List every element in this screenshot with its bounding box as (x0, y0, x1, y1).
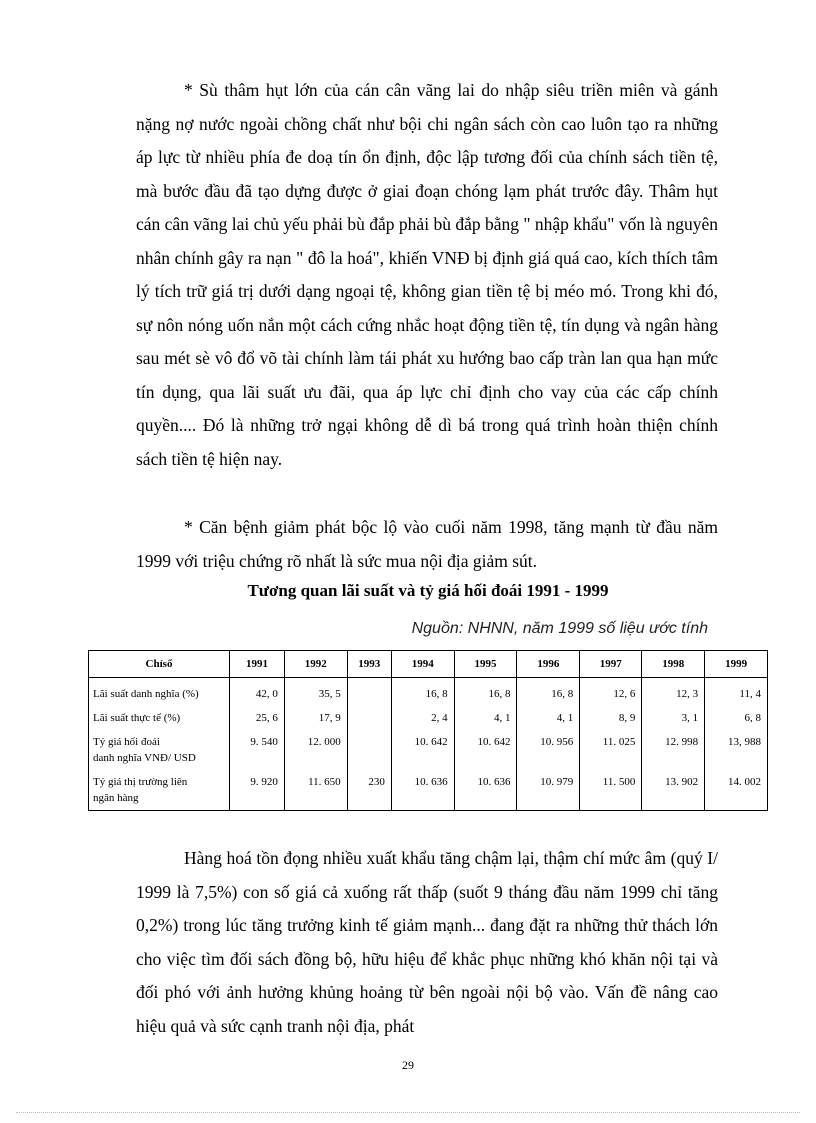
table-cell (347, 730, 391, 770)
header-year: 1998 (642, 651, 705, 678)
table-cell: 42, 0 (230, 678, 285, 707)
row-label (89, 730, 230, 770)
interest-exchange-rate-table (88, 650, 768, 811)
header-indicator: Chỉsố (89, 651, 230, 678)
table-row (89, 678, 768, 707)
table-cell (347, 678, 391, 707)
header-year: 1993 (347, 651, 391, 678)
paragraph-deflation: * Căn bệnh giảm phát bộc lộ vào cuối năm 1998, tăng mạnh từ đầu năm 1999 với triệu chứng rõ nhất là sức mua nội địa giảm sút. (136, 517, 718, 571)
table-row (89, 706, 768, 730)
table-cell: 17, 9 (284, 706, 347, 730)
table-cell: 11, 4 (705, 678, 768, 707)
table-cell: 6, 8 (705, 706, 768, 730)
table-cell: 10. 956 (517, 730, 580, 770)
table-row (89, 730, 768, 770)
table-cell: 2, 4 (391, 706, 454, 730)
table-cell: 12. 000 (284, 730, 347, 770)
table-cell: 11. 025 (580, 730, 642, 770)
table-cell: 13, 988 (705, 730, 768, 770)
table-cell: 10. 642 (391, 730, 454, 770)
page-bottom-border (16, 1112, 800, 1113)
paragraph-inventory-exports: Hàng hoá tồn đọng nhiều xuất khẩu tăng chậm lại, thậm chí mức âm (quý I/ 1999 là 7,5%) con số giá cả xuống rất thấp (suốt 9 tháng đầu năm 1999 chỉ tăng 0,2%) trong lúc tăng trưởng kinh tế giảm mạnh... đang đặt ra những thử thách lớn cho việc tìm đối sách đồng bộ, hữu hiệu để khắc phục những khó khăn nội tại và đối phó với ảnh hưởng khủng hoảng từ bên ngoài nội bộ vào. Vấn đề nâng cao hiệu quả và sức cạnh tranh nội địa, phát (136, 848, 718, 1036)
row-label-text: Lãi suất thực tế (%) (93, 712, 181, 724)
table-cell: 10. 636 (391, 770, 454, 811)
header-year: 1994 (391, 651, 454, 678)
table-cell: 25, 6 (230, 706, 285, 730)
table-cell: 3, 1 (642, 706, 705, 730)
table-cell: 11. 650 (284, 770, 347, 811)
table-cell: 16, 8 (391, 678, 454, 707)
table-cell: 10. 979 (517, 770, 580, 811)
row-label-text-line2: ngân hàng (93, 792, 139, 804)
row-label-text-line2: danh nghĩa VNĐ/ USD (93, 752, 196, 764)
row-label-text: Tỷ giá thị trường liên (93, 776, 188, 788)
table-cell: 12, 6 (580, 678, 642, 707)
table-cell: 9. 540 (230, 730, 285, 770)
header-year: 1995 (454, 651, 517, 678)
table-cell: 13. 902 (642, 770, 705, 811)
header-year: 1999 (705, 651, 768, 678)
row-label-text: Lãi suất danh nghĩa (%) (93, 688, 199, 700)
header-year: 1996 (517, 651, 580, 678)
table-header-row (89, 651, 768, 678)
table-cell: 12, 3 (642, 678, 705, 707)
header-year: 1991 (230, 651, 285, 678)
table-source-note: Nguồn: NHNN, năm 1999 số liệu ước tính (411, 620, 708, 637)
table-cell: 12. 998 (642, 730, 705, 770)
row-label (89, 706, 230, 730)
table-cell: 14. 002 (705, 770, 768, 811)
table-cell: 35, 5 (284, 678, 347, 707)
table-cell: 4, 1 (454, 706, 517, 730)
row-label (89, 678, 230, 707)
table-cell: 16, 8 (517, 678, 580, 707)
row-label (89, 770, 230, 811)
table-cell (347, 706, 391, 730)
table-title: Tương quan lãi suất và tỷ giá hối đoái 1991 - 1999 (247, 581, 609, 600)
table-cell: 8, 9 (580, 706, 642, 730)
table-cell: 10. 636 (454, 770, 517, 811)
table-cell: 16, 8 (454, 678, 517, 707)
header-year: 1997 (580, 651, 642, 678)
row-label-text: Tỷ giá hối đoái (93, 736, 160, 748)
table-row (89, 770, 768, 811)
table-cell: 4, 1 (517, 706, 580, 730)
table-cell: 230 (347, 770, 391, 811)
table-cell: 10. 642 (454, 730, 517, 770)
paragraph-current-account-deficit: * Sù thâm hụt lớn của cán cân vãng lai do nhập siêu triền miên và gánh nặng nợ nước ngoài chồng chất như bội chi ngân sách còn cao luôn tạo ra những áp lực từ nhiều phía đe doạ tín ổn định, độc lập tương đối của chính sách tiền tệ, mà bước đầu đã tạo dựng được ở giai đoạn chóng lạm phát trước đây. Thâm hụt cán cân vãng lai chủ yếu phải bù đắp phải bù đắp bằng " nhập khẩu" vốn là nguyên nhân chính gây ra nạn " đô la hoá", khiến VNĐ bị định giá quá cao, kích thích tâm lý tích trữ giá trị dưới dạng ngoại tệ, không gian tiền tệ bị méo mó. Trong khi đó, sự nôn nóng uốn nắn một cách cứng nhắc hoạt động tiền tệ, tín dụng và ngân hàng sau mét sè vô đổ võ tài chính làm tái phát xu hướng bao cấp tràn lan qua hạn mức tín dụng, qua lãi suất ưu đãi, qua áp lực chỉ định cho vay của các cấp chính quyền.... Đó là những trở ngại không dễ dì bá trong quá trình hoàn thiện chính sách tiền tệ hiện nay. (136, 80, 718, 469)
table-cell: 11. 500 (580, 770, 642, 811)
table-cell: 9. 920 (230, 770, 285, 811)
header-year: 1992 (284, 651, 347, 678)
page-number: 29 (402, 1058, 414, 1072)
